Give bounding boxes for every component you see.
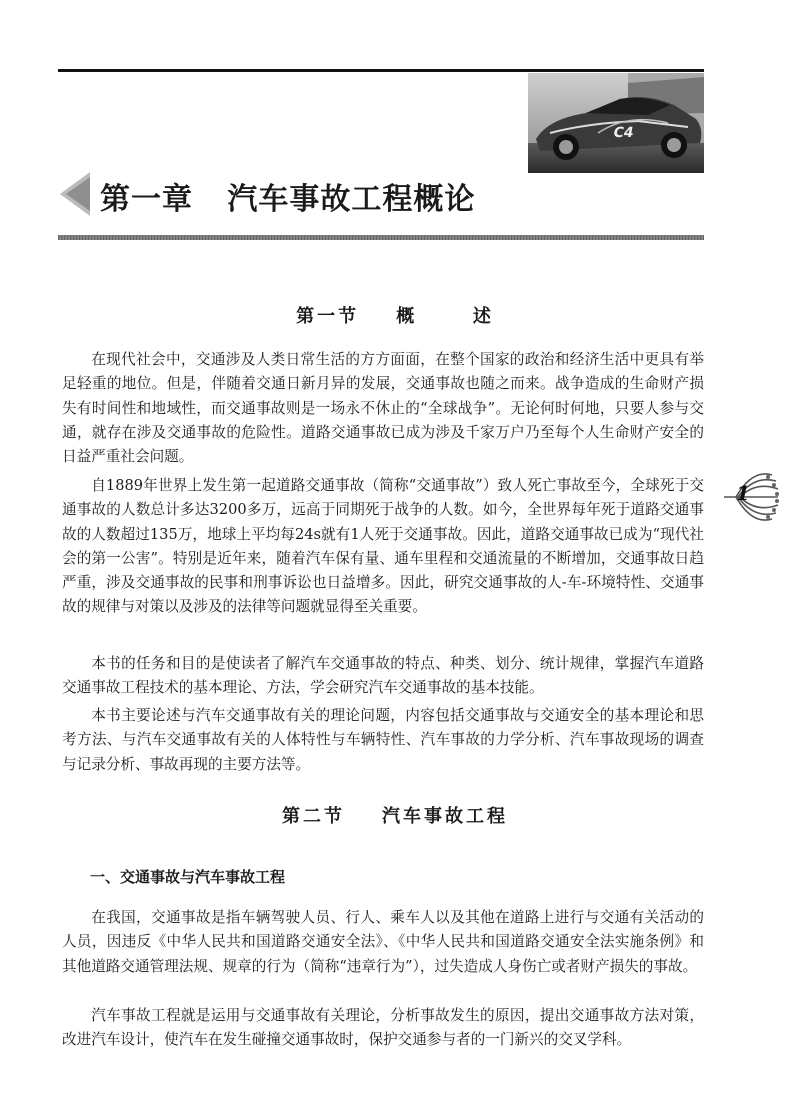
rally-car-image [528,73,704,173]
section-title: 第二节 汽车事故工程 [281,806,509,827]
car-badge-label: C4 [612,125,635,141]
page-number-tab-icon [722,467,780,527]
subsection-heading: 一、交通事故与汽车事故工程 [90,868,286,886]
chapter-divider [58,235,704,240]
body-paragraph: 自1889年世界上发生第一起道路交通事故（简称“交通事故”）致人死亡事故至今，全球死于交通事故的人数总计多达3200多万，远高于同期死于战争的人数。如今，全世界每年死于道路交通事故的人数超过135万，地球上平均每24s就有1人死于交通事故。因此，道路交通事故已成为“现代社会的第一公害”。特别是近年来，随着汽车保有量、通车里程和交通流量的不断增加，交通事故日趋严重，涉及交通事故的民事和刑事诉讼也日益增多。因此，研究交通事故的人-车-环境特性、交通事故的规律与对策以及涉及的法律等问题就显得至关重要。 [62,477,704,616]
section-title: 第一节 概 述 [296,306,494,327]
body-paragraph: 本书的任务和目的是使读者了解汽车交通事故的特点、种类、划分、统计规律，掌握汽车道路交通事故工程技术的基本理论、方法，学会研究汽车交通事故的基本技能。 [62,655,704,697]
body-paragraph: 在现代社会中，交通涉及人类日常生活的方方面面，在整个国家的政治和经济生活中更具有举足轻重的地位。但是，伴随着交通日新月异的发展，交通事故也随之而来。战争造成的生命财产损失有时间性和地域性，而交通事故则是一场永不休止的“全球战争”。无论何时何地，只要人参与交通，就存在涉及交通事故的危险性。道路交通事故已成为涉及千家万户乃至每个人生命财产安全的日益严重社会问题。 [62,351,704,466]
chapter-title: 第一章 汽车事故工程概论 [100,182,476,217]
body-paragraph: 在我国，交通事故是指车辆驾驶人员、行人、乘车人以及其他在道路上进行与交通有关活动的人员，因违反《中华人民共和国道路交通安全法》、《中华人民共和国道路交通安全法实施条例》和其他道路交通管理法规、规章的行为（简称“违章行为”），过失造成人身伤亡或者财产损失的事故。 [62,909,704,975]
page-number: 1 [736,481,750,505]
chapter-arrow-icon [60,172,90,216]
header-top-rule [58,69,704,72]
body-paragraph: 汽车事故工程就是运用与交通事故有关理论，分析事故发生的原因，提出交通事故方法对策，改进汽车设计，使汽车在发生碰撞交通事故时，保护交通参与者的一门新兴的交叉学科。 [62,1007,704,1049]
body-paragraph: 本书主要论述与汽车交通事故有关的理论问题，内容包括交通事故与交通安全的基本理论和思考方法、与汽车交通事故有关的人体特性与车辆特性、汽车事故的力学分析、汽车事故现场的调查与记录分析、事故再现的主要方法等。 [62,707,704,773]
